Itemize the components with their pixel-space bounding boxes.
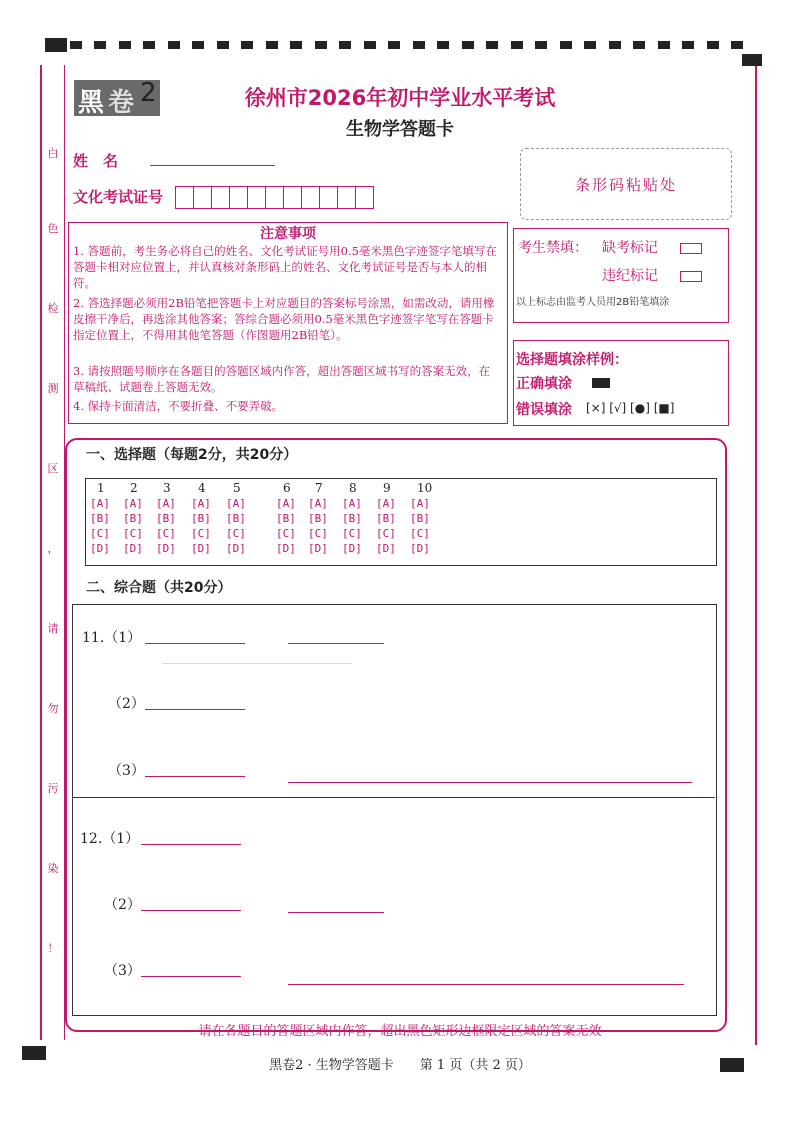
section1-title: 一、选择题（每题2分，共20分）	[86, 447, 298, 463]
choice-option-bubble[interactable]: [C]	[410, 527, 430, 540]
absent-mark-box[interactable]	[680, 243, 702, 254]
q12-part3-label: （3）	[104, 963, 141, 979]
highlight-mark	[162, 663, 352, 664]
answer-line[interactable]	[141, 976, 241, 977]
choice-option-bubble[interactable]: [A]	[156, 497, 176, 510]
choice-option-bubble[interactable]: [A]	[90, 497, 110, 510]
answer-line[interactable]	[145, 643, 245, 644]
choice-option-bubble[interactable]: [A]	[308, 497, 328, 510]
timing-mark	[241, 41, 253, 49]
choice-option-bubble[interactable]: [C]	[376, 527, 396, 540]
timing-mark	[609, 41, 621, 49]
choice-option-bubble[interactable]: [A]	[342, 497, 362, 510]
timing-mark	[388, 41, 400, 49]
question-number: 8	[349, 481, 357, 495]
choice-option-bubble[interactable]: [A]	[410, 497, 430, 510]
id-number-cells[interactable]	[175, 186, 374, 209]
corner-mark	[22, 1046, 46, 1060]
question-number: 3	[163, 481, 171, 495]
timing-mark	[535, 41, 547, 49]
side-text-char: 白	[47, 147, 59, 160]
side-text-char: 色	[47, 222, 59, 235]
timing-mark	[707, 41, 719, 49]
q11-part3-label: （3）	[108, 763, 145, 779]
choice-option-bubble[interactable]: [C]	[90, 527, 110, 540]
choice-option-bubble[interactable]: [D]	[342, 542, 362, 555]
side-text-char: ，	[47, 542, 59, 555]
answer-line[interactable]	[288, 643, 384, 644]
timing-mark	[339, 41, 351, 49]
violation-mark-box[interactable]	[680, 271, 702, 282]
choice-option-bubble[interactable]: [B]	[276, 512, 296, 525]
choice-option-bubble[interactable]: [A]	[276, 497, 296, 510]
choice-option-bubble[interactable]: [B]	[191, 512, 211, 525]
side-text-char: 勿	[47, 702, 59, 715]
choice-option-bubble[interactable]: [D]	[376, 542, 396, 555]
choice-option-bubble[interactable]: [D]	[276, 542, 296, 555]
question-number: 6	[283, 481, 291, 495]
timing-mark	[658, 41, 670, 49]
question-number: 1	[97, 481, 105, 495]
timing-mark	[437, 41, 449, 49]
choice-option-bubble[interactable]: [B]	[156, 512, 176, 525]
answer-line[interactable]	[141, 844, 241, 845]
side-text-char: 区	[47, 462, 59, 475]
name-field[interactable]	[150, 165, 275, 166]
side-text-char: 测	[47, 382, 59, 395]
side-text-char: ！	[47, 942, 59, 955]
question-number: 5	[233, 481, 241, 495]
answer-line[interactable]	[145, 776, 245, 777]
choice-option-bubble[interactable]: [D]	[308, 542, 328, 555]
timing-mark	[315, 41, 327, 49]
notice-item: 1. 答题前，考生务必将自己的姓名、文化考试证号用0.5毫米黑色字迹签字笔填写在答题卡相对应位置上，并认真核对条形码上的姓名、文化考试证号是否与本人的相符。	[73, 244, 497, 290]
barcode-area: 条形码粘贴处	[520, 148, 732, 220]
name-label: 姓 名	[73, 152, 119, 170]
white-check-zone	[40, 65, 65, 1040]
notice-item: 3. 请按照题号顺序在各题目的答题区域内作答，超出答题区域书写的答案无效，在草稿纸、试题卷上答题无效。	[73, 364, 491, 394]
choice-option-bubble[interactable]: [D]	[410, 542, 430, 555]
choice-option-bubble[interactable]: [C]	[342, 527, 362, 540]
choice-option-bubble[interactable]: [A]	[123, 497, 143, 510]
choice-option-bubble[interactable]: [D]	[226, 542, 246, 555]
choice-option-bubble[interactable]: [A]	[226, 497, 246, 510]
choice-option-bubble[interactable]: [D]	[191, 542, 211, 555]
choice-option-bubble[interactable]: [C]	[156, 527, 176, 540]
sheet-subtitle: 生物学答题卡	[346, 119, 454, 140]
question-number: 9	[383, 481, 391, 495]
timing-mark	[143, 41, 155, 49]
choice-option-bubble[interactable]: [D]	[123, 542, 143, 555]
essay-answer-box	[72, 604, 717, 1016]
timing-mark	[70, 41, 82, 49]
q11-part1-label: 11.（1）	[82, 630, 142, 646]
choice-option-bubble[interactable]: [C]	[191, 527, 211, 540]
id-label: 文化考试证号	[73, 188, 164, 206]
timing-mark	[486, 41, 498, 49]
choice-option-bubble[interactable]: [C]	[308, 527, 328, 540]
timing-mark	[413, 41, 425, 49]
q12-part1-label: 12.（1）	[80, 831, 140, 847]
timing-mark	[119, 41, 131, 49]
timing-mark	[45, 38, 67, 52]
right-border	[755, 60, 757, 1045]
notice-title: 注意事项	[260, 226, 316, 242]
question-number: 2	[130, 481, 138, 495]
proctor-marks-box: 考生禁填： 缺考标记 违纪标记 以上标志由监考人员用2B铅笔填涂	[513, 228, 729, 323]
timing-mark	[560, 41, 572, 49]
timing-mark	[731, 41, 743, 49]
footer-note: 请在各题目的答题区域内作答，超出黑色矩形边框限定区域的答案无效	[198, 1024, 602, 1039]
answer-line[interactable]	[288, 912, 384, 913]
choice-option-bubble[interactable]: [C]	[226, 527, 246, 540]
timing-mark	[682, 41, 694, 49]
section2-title: 二、综合题（共20分）	[86, 580, 232, 596]
timing-mark	[192, 41, 204, 49]
answer-line[interactable]	[141, 910, 241, 911]
timing-mark	[94, 41, 106, 49]
choice-answer-box	[85, 478, 717, 566]
side-text-char: 检	[47, 302, 59, 315]
side-text-char: 污	[47, 782, 59, 795]
choice-option-bubble[interactable]: [B]	[342, 512, 362, 525]
timing-mark	[290, 41, 302, 49]
choice-option-bubble[interactable]: [B]	[308, 512, 328, 525]
page-footer: 黑卷2 · 生物学答题卡 第 1 页（共 2 页）	[269, 1058, 531, 1073]
question-number: 4	[198, 481, 206, 495]
answer-line[interactable]	[145, 709, 245, 710]
top-timing-marks	[45, 38, 765, 52]
notice-item: 2. 答选择题必须用2B铅笔把答题卡上对应题目的答案标号涂黑，如需改动，请用橡皮擦干净后，再选涂其他答案；答综合题必须用0.5毫米黑色字迹签字笔写在答题卡指定位置上，不得用其他笔答题（作图题用2B铅笔）。	[73, 296, 495, 342]
notice-box	[68, 222, 508, 424]
choice-option-bubble[interactable]: [B]	[90, 512, 110, 525]
choice-option-bubble[interactable]: [A]	[191, 497, 211, 510]
notice-item: 4. 保持卡面清洁，不要折叠、不要弄破。	[73, 399, 284, 413]
choice-option-bubble[interactable]: [A]	[376, 497, 396, 510]
choice-option-bubble[interactable]: [B]	[410, 512, 430, 525]
choice-option-bubble[interactable]: [D]	[156, 542, 176, 555]
exam-title: 徐州市2026年初中学业水平考试	[244, 86, 556, 110]
choice-option-bubble[interactable]: [C]	[123, 527, 143, 540]
side-text-char: 染	[47, 862, 59, 875]
timing-mark	[511, 41, 523, 49]
correct-fill-sample	[592, 378, 610, 388]
corner-mark	[742, 54, 762, 66]
question-number: 10	[417, 481, 433, 495]
choice-option-bubble[interactable]: [D]	[90, 542, 110, 555]
answer-line[interactable]	[288, 782, 692, 783]
timing-mark	[364, 41, 376, 49]
timing-mark	[633, 41, 645, 49]
corner-mark	[720, 1058, 744, 1072]
timing-mark	[266, 41, 278, 49]
question-number: 7	[315, 481, 323, 495]
fill-sample-box: 选择题填涂样例： 正确填涂 错误填涂 [×] [√] [●] [■]	[513, 340, 729, 426]
choice-option-bubble[interactable]: [B]	[123, 512, 143, 525]
timing-mark	[168, 41, 180, 49]
choice-option-bubble[interactable]: [B]	[376, 512, 396, 525]
timing-mark	[584, 41, 596, 49]
question-divider	[72, 797, 715, 798]
q11-part2-label: （2）	[108, 696, 145, 712]
timing-mark	[217, 41, 229, 49]
side-text-char: 请	[47, 622, 59, 635]
logo: 黑 卷 2	[74, 78, 166, 118]
timing-mark	[462, 41, 474, 49]
choice-option-bubble[interactable]: [C]	[276, 527, 296, 540]
q12-part2-label: （2）	[104, 897, 141, 913]
choice-option-bubble[interactable]: [B]	[226, 512, 246, 525]
answer-line[interactable]	[288, 984, 684, 985]
